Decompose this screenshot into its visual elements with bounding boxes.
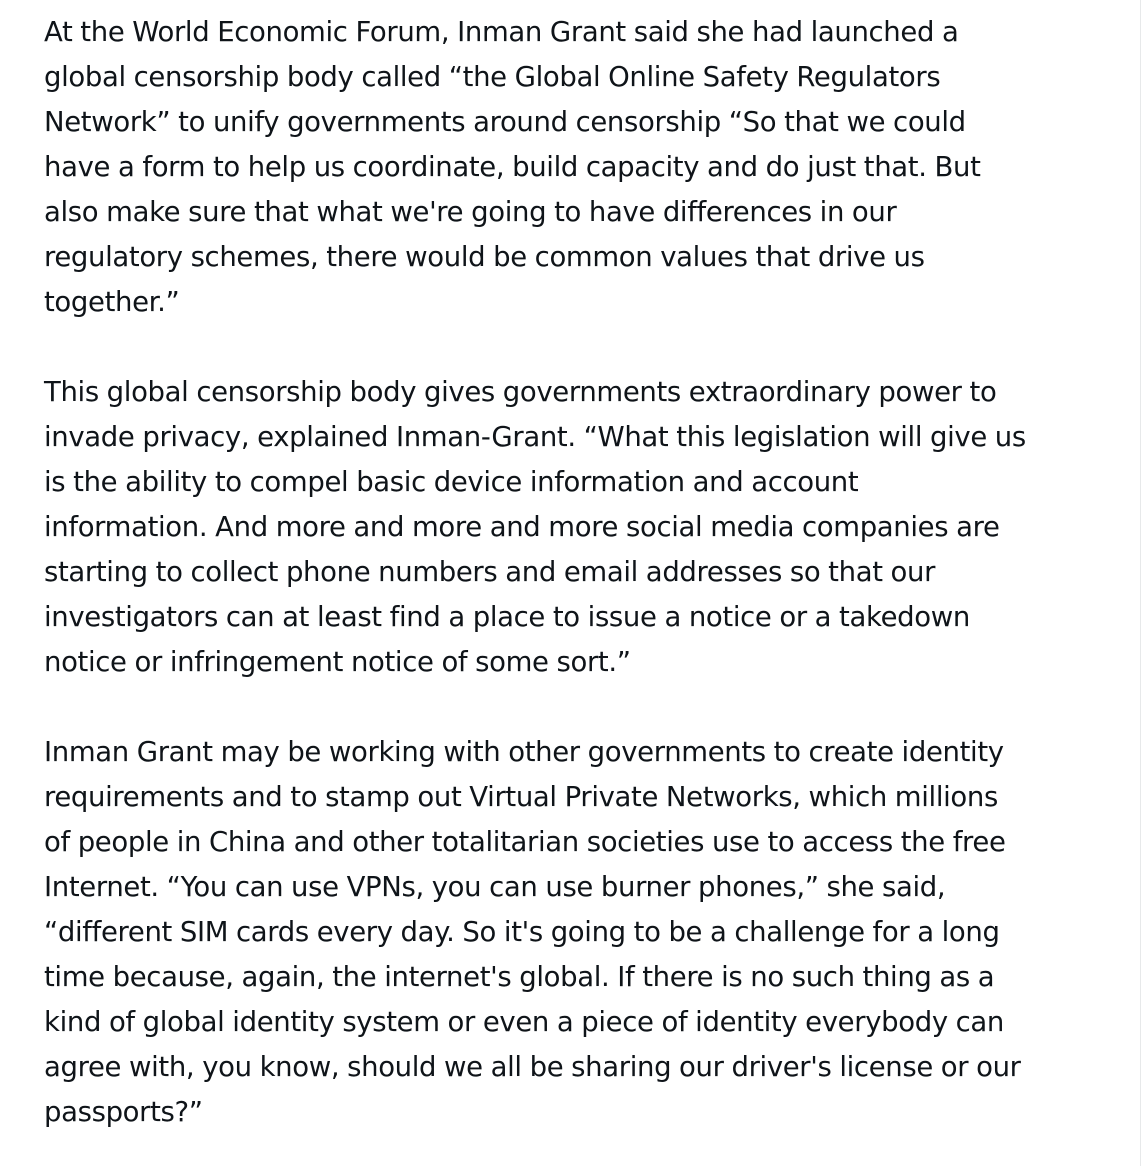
paragraph-world-economic-forum: At the World Economic Forum, Inman Grant said she had launched a global censorship body called “the Global Online Safety Regulators Network” to unify governments around censorship “So that we could have a form to help us coordinate, build capacity and do just that. But also make sure that what we're going to have differences in our regulatory schemes, there would be common values that drive us together.”: [44, 16, 981, 318]
paragraph-identity-vpn: Inman Grant may be working with other governments to create identity requirements and to stamp out Virtual Private Networks, which millions of people in China and other totalitarian societies use to access the free Internet. “You can use VPNs, you can use burner phones,” she said, “different SIM cards every day. So it's going to be a challenge for a long time because, again, the internet's global. If there is no such thing as a kind of global identity system or even a piece of identity everybody can agree with, you know, should we all be sharing our driver's license or our passports?”: [44, 736, 1021, 1128]
paragraph-privacy-powers: This global censorship body gives governments extraordinary power to invade privacy, explained Inman-Grant. “What this legislation will give us is the ability to compel basic device information and account information. And more and more and more social media companies are starting to collect phone numbers and email addresses so that our investigators can at least find a place to issue a notice or a takedown notice or infringement notice of some sort.”: [44, 376, 1026, 678]
post-body: [44, 10, 1124, 1135]
